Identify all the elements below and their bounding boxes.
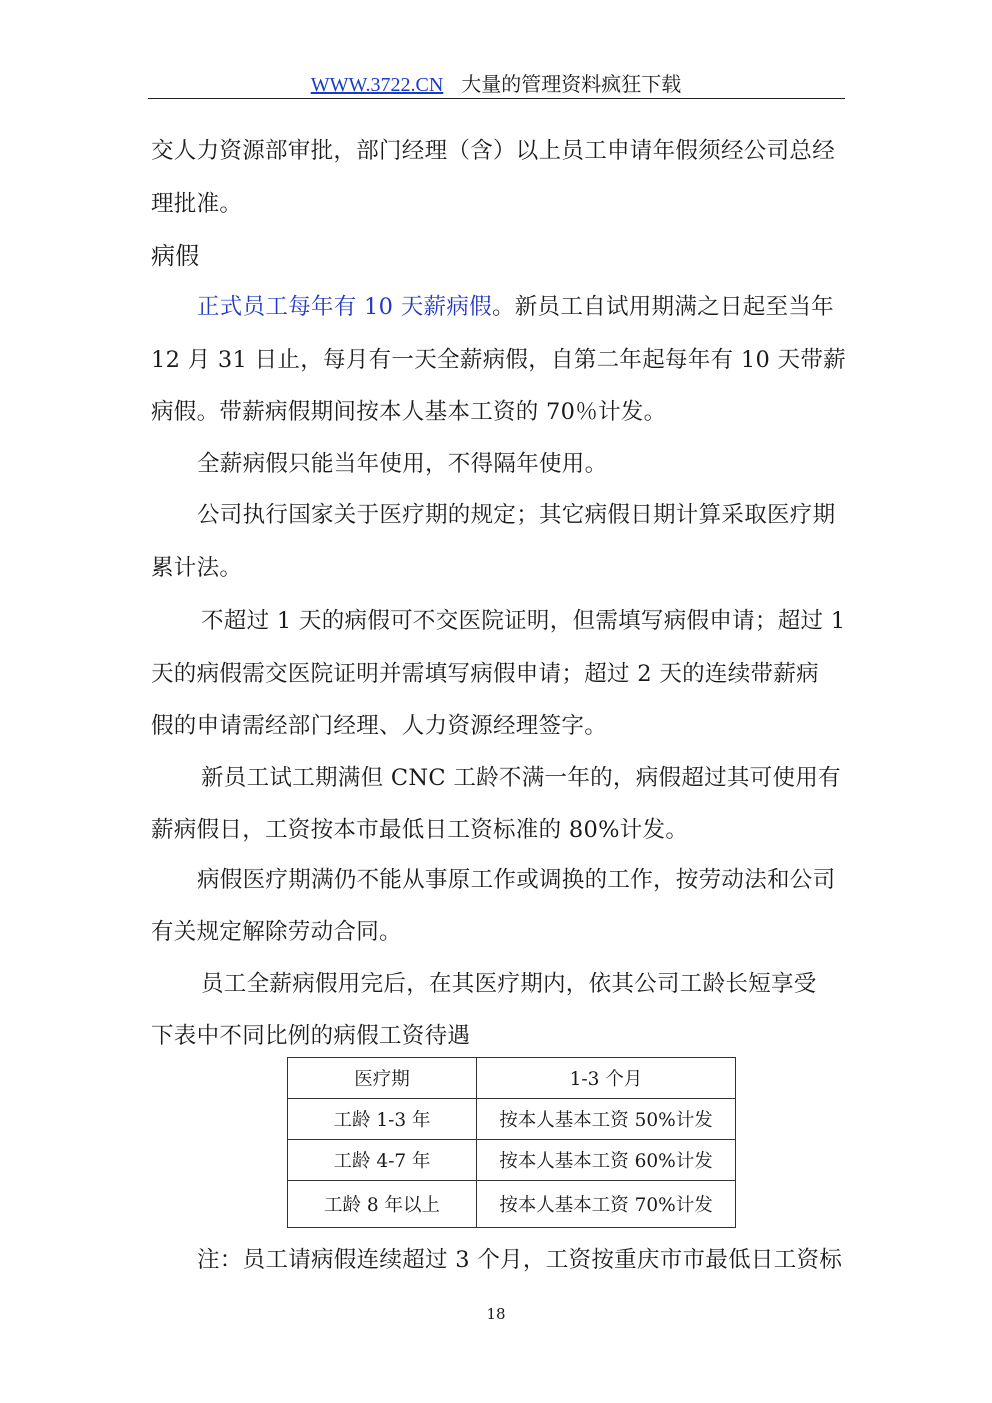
paragraph-line: 不超过 1 天的病假可不交医院证明，但需填写病假申请；超过 1 (201, 608, 846, 634)
paragraph-line: 员工全薪病假用完后，在其医疗期内，依其公司工龄长短享受 (201, 971, 817, 997)
paragraph-line: 天的病假需交医院证明并需填写病假申请；超过 2 天的连续带薪病 (151, 661, 819, 687)
paragraph-line: 有关规定解除劳动合同。 (151, 919, 402, 945)
header-tagline: 大量的管理资料疯狂下载 (461, 72, 682, 96)
paragraph-line: 累计法。 (151, 555, 243, 581)
table-cell: 工龄 4-7 年 (288, 1140, 477, 1181)
header-divider (148, 98, 845, 99)
paragraph-line: 病假。带薪病假期间按本人基本工资的 70％计发。 (151, 399, 667, 425)
table-header-row (288, 1058, 736, 1099)
table-cell: 按本人基本工资 70%计发 (477, 1181, 736, 1228)
section-heading: 病假 (151, 242, 200, 270)
sick-pay-table (287, 1057, 736, 1228)
note-line: 注：员工请病假连续超过 3 个月，工资按重庆市市最低日工资标 (197, 1247, 843, 1273)
paragraph-line: 下表中不同比例的病假工资待遇 (151, 1023, 471, 1049)
paragraph-line: 薪病假日，工资按本市最低日工资标准的 80%计发。 (151, 817, 689, 843)
table-row (288, 1181, 736, 1228)
table-row (288, 1140, 736, 1181)
page-header (0, 68, 992, 97)
table-cell: 工龄 8 年以上 (288, 1181, 477, 1228)
table-row (288, 1099, 736, 1140)
paragraph-line: 新员工试工期满但 CNC 工龄不满一年的，病假超过其可使用有 (201, 765, 841, 791)
paragraph-line (197, 289, 834, 321)
site-link[interactable]: WWW.3722.CN (310, 74, 444, 96)
paragraph-line: 12 月 31 日止，每月有一天全薪病假，自第二年起每年有 10 天带薪 (151, 347, 846, 373)
table-header-cell: 医疗期 (288, 1058, 477, 1099)
paragraph-line: 理批准。 (151, 191, 243, 217)
paragraph-line: 全薪病假只能当年使用，不得隔年使用。 (197, 451, 608, 477)
highlighted-text: 正式员工每年有 10 天薪病假 (197, 294, 492, 320)
paragraph-line: 假的申请需经部门经理、人力资源经理签字。 (151, 713, 608, 739)
page-number: 18 (486, 1305, 506, 1323)
paragraph-line: 交人力资源部审批，部门经理（含）以上员工申请年假须经公司总经 (151, 138, 836, 164)
paragraph-line: 病假医疗期满仍不能从事原工作或调换的工作，按劳动法和公司 (197, 867, 836, 893)
table-header-cell: 1-3 个月 (477, 1058, 736, 1099)
table-cell: 按本人基本工资 60%计发 (477, 1140, 736, 1181)
table-cell: 工龄 1-3 年 (288, 1099, 477, 1140)
table-cell: 按本人基本工资 50%计发 (477, 1099, 736, 1140)
paragraph-text: 。新员工自试用期满之日起至当年 (491, 294, 834, 320)
paragraph-line: 公司执行国家关于医疗期的规定；其它病假日期计算采取医疗期 (197, 502, 836, 528)
